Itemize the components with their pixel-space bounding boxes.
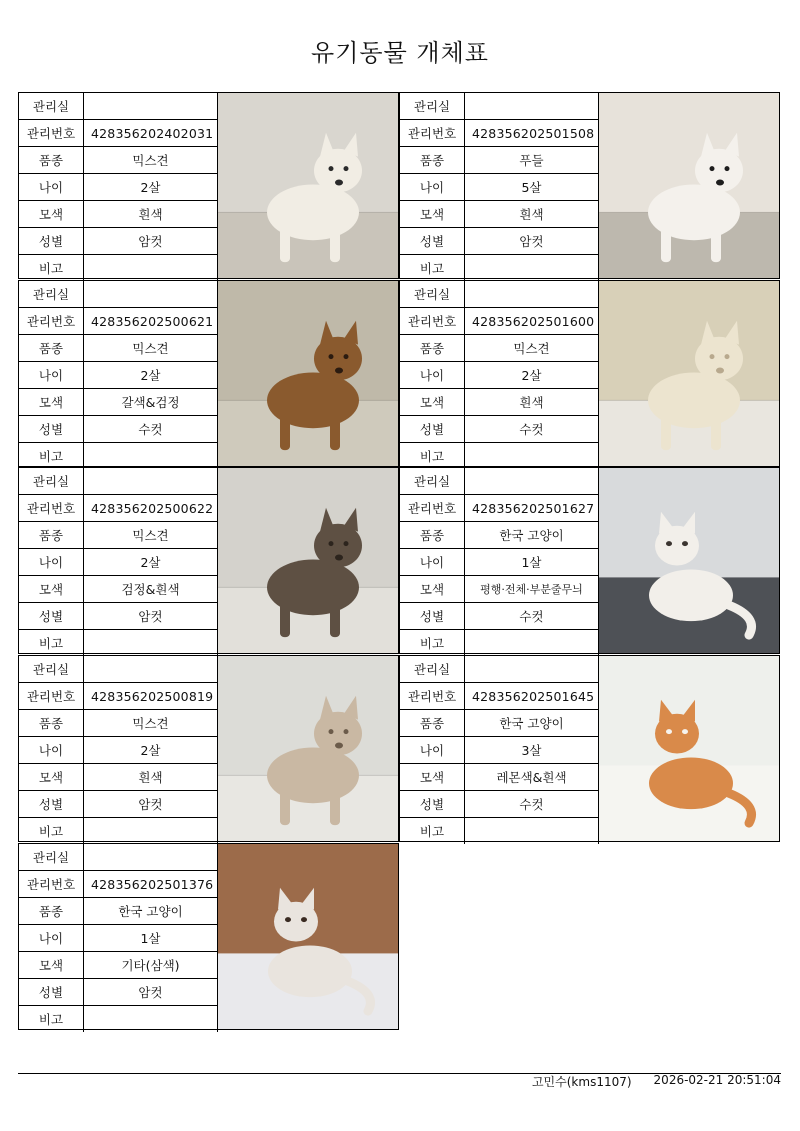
- field-value-breed: 믹스견: [84, 710, 218, 737]
- animal-info-table: [19, 281, 218, 469]
- info-row-id: [19, 871, 218, 898]
- field-label-color: 모색: [19, 952, 84, 979]
- info-row-breed: [400, 522, 599, 549]
- field-label-room: 관리실: [400, 93, 465, 120]
- field-value-room: [84, 468, 218, 495]
- field-value-breed: 믹스견: [84, 335, 218, 362]
- field-label-breed: 품종: [19, 522, 84, 549]
- field-value-color: 흰색: [84, 764, 218, 791]
- field-label-sex: 성별: [400, 603, 465, 630]
- field-label-sex: 성별: [19, 416, 84, 443]
- info-row-note: [19, 443, 218, 470]
- field-label-sex: 성별: [400, 416, 465, 443]
- field-label-id: 관리번호: [400, 495, 465, 522]
- animal-info-table: [400, 656, 599, 844]
- field-label-sex: 성별: [400, 228, 465, 255]
- field-label-color: 모색: [19, 201, 84, 228]
- field-value-age: 2살: [465, 362, 599, 389]
- field-label-sex: 성별: [19, 228, 84, 255]
- info-row-room: [19, 93, 218, 120]
- info-row-id: [19, 683, 218, 710]
- field-value-age: 2살: [84, 362, 218, 389]
- dog-photo: [218, 468, 398, 653]
- field-value-age: 1살: [465, 549, 599, 576]
- field-value-note: [84, 1006, 218, 1033]
- field-value-room: [84, 281, 218, 308]
- info-row-breed: [19, 335, 218, 362]
- field-label-note: 비고: [400, 443, 465, 470]
- info-row-sex: [400, 603, 599, 630]
- field-label-color: 모색: [400, 201, 465, 228]
- info-row-note: [19, 818, 218, 845]
- field-value-room: [465, 281, 599, 308]
- field-value-room: [84, 93, 218, 120]
- field-label-room: 관리실: [400, 281, 465, 308]
- field-label-room: 관리실: [19, 281, 84, 308]
- field-value-color: 흰색: [465, 389, 599, 416]
- field-value-sex: 암컷: [84, 228, 218, 255]
- field-label-room: 관리실: [19, 468, 84, 495]
- field-value-id: 428356202500622: [84, 495, 218, 522]
- field-value-age: 2살: [84, 549, 218, 576]
- field-value-breed: 한국 고양이: [465, 710, 599, 737]
- info-row-id: [19, 495, 218, 522]
- info-row-color: [19, 764, 218, 791]
- animal-info-table: [19, 93, 218, 281]
- info-row-color: [400, 389, 599, 416]
- field-label-note: 비고: [19, 630, 84, 657]
- info-row-color: [19, 576, 218, 603]
- info-row-id: [400, 495, 599, 522]
- field-value-id: 428356202500621: [84, 308, 218, 335]
- field-label-breed: 품종: [19, 898, 84, 925]
- animal-card: [18, 843, 399, 1030]
- info-row-color: [400, 576, 599, 603]
- field-value-id: 428356202501645: [465, 683, 599, 710]
- field-label-note: 비고: [19, 443, 84, 470]
- info-row-sex: [400, 416, 599, 443]
- info-row-room: [400, 468, 599, 495]
- animal-card: [399, 92, 780, 279]
- animal-info-table: [19, 468, 218, 656]
- info-row-sex: [19, 603, 218, 630]
- field-value-note: [465, 255, 599, 282]
- field-label-age: 나이: [19, 362, 84, 389]
- info-row-note: [19, 630, 218, 657]
- field-value-sex: 암컷: [84, 979, 218, 1006]
- info-row-id: [400, 683, 599, 710]
- field-value-id: 428356202402031: [84, 120, 218, 147]
- field-label-sex: 성별: [19, 979, 84, 1006]
- field-value-id: 428356202501508: [465, 120, 599, 147]
- field-value-note: [465, 818, 599, 845]
- footer: [532, 1073, 781, 1090]
- info-row-note: [400, 818, 599, 845]
- field-value-color: 평행·전체·부분줄무늬: [465, 576, 599, 603]
- animal-card: [399, 655, 780, 842]
- cat-photo: [218, 844, 398, 1029]
- info-row-age: [400, 549, 599, 576]
- field-value-note: [465, 630, 599, 657]
- page-title: 유기동물 개체표: [311, 39, 489, 67]
- field-value-room: [465, 93, 599, 120]
- info-row-color: [19, 952, 218, 979]
- field-label-room: 관리실: [19, 656, 84, 683]
- field-value-breed: 믹스견: [84, 147, 218, 174]
- info-row-age: [400, 362, 599, 389]
- info-row-room: [19, 468, 218, 495]
- animal-info-table: [400, 468, 599, 656]
- animal-card: [399, 280, 780, 467]
- field-label-id: 관리번호: [19, 683, 84, 710]
- field-value-color: 흰색: [465, 201, 599, 228]
- field-label-color: 모색: [19, 764, 84, 791]
- footer-author: 고민수(kms1107): [531, 1075, 632, 1089]
- info-row-color: [400, 201, 599, 228]
- info-row-age: [19, 925, 218, 952]
- cat-photo: [599, 656, 779, 841]
- info-row-breed: [19, 710, 218, 737]
- info-row-sex: [19, 979, 218, 1006]
- field-value-note: [84, 630, 218, 657]
- field-value-id: 428356202501376: [84, 871, 218, 898]
- field-label-breed: 품종: [400, 522, 465, 549]
- info-row-age: [19, 549, 218, 576]
- field-value-age: 3살: [465, 737, 599, 764]
- field-label-note: 비고: [19, 255, 84, 282]
- field-label-sex: 성별: [19, 791, 84, 818]
- info-row-age: [400, 174, 599, 201]
- info-row-room: [400, 281, 599, 308]
- field-label-age: 나이: [400, 549, 465, 576]
- info-row-breed: [19, 147, 218, 174]
- info-row-color: [400, 764, 599, 791]
- field-label-room: 관리실: [19, 844, 84, 871]
- field-label-sex: 성별: [400, 791, 465, 818]
- field-value-breed: 믹스견: [84, 522, 218, 549]
- field-label-color: 모색: [400, 764, 465, 791]
- field-label-age: 나이: [19, 925, 84, 952]
- animal-card: [18, 92, 399, 279]
- field-label-breed: 품종: [400, 335, 465, 362]
- field-value-sex: 암컷: [84, 791, 218, 818]
- info-row-age: [19, 737, 218, 764]
- info-row-note: [400, 443, 599, 470]
- field-value-note: [84, 255, 218, 282]
- cat-photo: [599, 468, 779, 653]
- field-label-breed: 품종: [400, 147, 465, 174]
- field-value-room: [465, 468, 599, 495]
- field-value-note: [465, 443, 599, 470]
- info-row-id: [19, 308, 218, 335]
- field-label-id: 관리번호: [400, 120, 465, 147]
- field-label-breed: 품종: [19, 710, 84, 737]
- field-value-room: [84, 844, 218, 871]
- info-row-breed: [19, 522, 218, 549]
- animal-card: [18, 467, 399, 654]
- field-label-age: 나이: [400, 362, 465, 389]
- dog-photo: [218, 93, 398, 278]
- field-value-breed: 한국 고양이: [465, 522, 599, 549]
- field-label-breed: 품종: [19, 335, 84, 362]
- field-label-note: 비고: [400, 630, 465, 657]
- field-label-age: 나이: [400, 737, 465, 764]
- field-label-note: 비고: [19, 1006, 84, 1033]
- field-value-color: 레몬색&흰색: [465, 764, 599, 791]
- info-row-age: [19, 362, 218, 389]
- field-label-age: 나이: [19, 174, 84, 201]
- field-value-id: 428356202501627: [465, 495, 599, 522]
- field-value-breed: 믹스견: [465, 335, 599, 362]
- info-row-breed: [400, 335, 599, 362]
- animal-card: [18, 280, 399, 467]
- field-value-room: [84, 656, 218, 683]
- dog-photo: [599, 93, 779, 278]
- field-value-id: 428356202500819: [84, 683, 218, 710]
- field-label-color: 모색: [400, 389, 465, 416]
- footer-timestamp: 2026-02-21 20:51:04: [653, 1073, 781, 1087]
- info-row-age: [400, 737, 599, 764]
- info-row-breed: [400, 710, 599, 737]
- animal-info-table: [19, 844, 218, 1032]
- dog-photo: [599, 281, 779, 466]
- field-value-color: 갈색&검정: [84, 389, 218, 416]
- field-value-breed: 한국 고양이: [84, 898, 218, 925]
- info-row-room: [19, 844, 218, 871]
- info-row-color: [19, 389, 218, 416]
- info-row-id: [19, 120, 218, 147]
- field-value-breed: 푸들: [465, 147, 599, 174]
- animal-info-table: [400, 281, 599, 469]
- field-label-age: 나이: [400, 174, 465, 201]
- field-value-sex: 암컷: [84, 603, 218, 630]
- field-label-color: 모색: [19, 389, 84, 416]
- animal-card: [399, 467, 780, 654]
- animal-card: [18, 655, 399, 842]
- field-label-room: 관리실: [19, 93, 84, 120]
- field-value-note: [84, 818, 218, 845]
- field-value-id: 428356202501600: [465, 308, 599, 335]
- field-label-id: 관리번호: [19, 120, 84, 147]
- field-label-note: 비고: [400, 818, 465, 845]
- info-row-age: [19, 174, 218, 201]
- info-row-id: [400, 120, 599, 147]
- field-label-id: 관리번호: [19, 308, 84, 335]
- field-label-sex: 성별: [19, 603, 84, 630]
- info-row-breed: [19, 898, 218, 925]
- field-value-age: 2살: [84, 174, 218, 201]
- field-label-room: 관리실: [400, 468, 465, 495]
- info-row-room: [19, 281, 218, 308]
- info-row-sex: [19, 228, 218, 255]
- field-label-color: 모색: [400, 576, 465, 603]
- info-row-room: [19, 656, 218, 683]
- field-label-age: 나이: [19, 549, 84, 576]
- field-value-color: 흰색: [84, 201, 218, 228]
- field-value-sex: 수컷: [465, 416, 599, 443]
- info-row-room: [400, 93, 599, 120]
- field-value-sex: 수컷: [84, 416, 218, 443]
- field-label-note: 비고: [19, 818, 84, 845]
- field-label-breed: 품종: [400, 710, 465, 737]
- info-row-color: [19, 201, 218, 228]
- field-value-sex: 수컷: [465, 791, 599, 818]
- info-row-sex: [400, 791, 599, 818]
- field-label-color: 모색: [19, 576, 84, 603]
- info-row-note: [19, 1006, 218, 1033]
- field-value-color: 기타(삼색): [84, 952, 218, 979]
- field-value-sex: 암컷: [465, 228, 599, 255]
- field-value-room: [465, 656, 599, 683]
- field-label-id: 관리번호: [19, 495, 84, 522]
- field-label-note: 비고: [400, 255, 465, 282]
- info-row-room: [400, 656, 599, 683]
- animal-info-table: [19, 656, 218, 844]
- field-label-breed: 품종: [19, 147, 84, 174]
- field-label-id: 관리번호: [19, 871, 84, 898]
- field-label-room: 관리실: [400, 656, 465, 683]
- field-value-sex: 수컷: [465, 603, 599, 630]
- field-value-color: 검정&흰색: [84, 576, 218, 603]
- field-label-id: 관리번호: [400, 308, 465, 335]
- info-row-note: [19, 255, 218, 282]
- info-row-id: [400, 308, 599, 335]
- animal-info-table: [400, 93, 599, 281]
- info-row-breed: [400, 147, 599, 174]
- info-row-sex: [19, 416, 218, 443]
- dog-photo: [218, 281, 398, 466]
- field-label-age: 나이: [19, 737, 84, 764]
- info-row-sex: [19, 791, 218, 818]
- field-value-age: 1살: [84, 925, 218, 952]
- info-row-note: [400, 255, 599, 282]
- field-value-age: 5살: [465, 174, 599, 201]
- info-row-note: [400, 630, 599, 657]
- dog-photo: [218, 656, 398, 841]
- field-label-id: 관리번호: [400, 683, 465, 710]
- info-row-sex: [400, 228, 599, 255]
- field-value-note: [84, 443, 218, 470]
- field-value-age: 2살: [84, 737, 218, 764]
